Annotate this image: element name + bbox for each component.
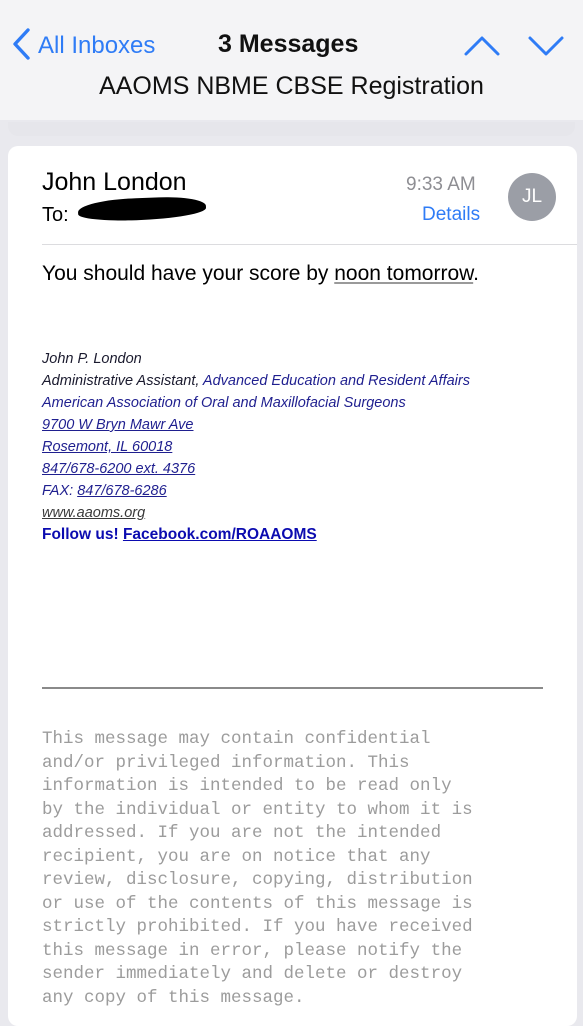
chevron-up-icon	[462, 49, 502, 66]
previous-message-button[interactable]	[462, 30, 502, 62]
disclaimer-line: recipient, you are on notice that any	[42, 846, 431, 867]
signature	[42, 348, 470, 546]
sender-name[interactable]: John London	[42, 168, 187, 196]
disclaimer-line: or use of the contents of this message is	[42, 893, 473, 914]
message-body	[42, 262, 479, 286]
disclaimer-line: this message in error, please notify the	[42, 940, 463, 961]
signature-fax-link[interactable]: 847/678-6286	[77, 483, 167, 499]
redacted-recipient	[78, 196, 207, 222]
next-message-button[interactable]	[526, 30, 566, 62]
disclaimer-line: any copy of this message.	[42, 987, 305, 1008]
avatar[interactable]: JL	[508, 173, 556, 221]
navigation-bar	[0, 0, 583, 120]
signature-title	[42, 370, 470, 392]
signature-organization: American Association of Oral and Maxillofacial Surgeons	[42, 395, 406, 411]
chevron-down-icon	[526, 49, 566, 66]
signature-website-link[interactable]: www.aaoms.org	[42, 505, 146, 521]
follow-label: Follow us!	[42, 526, 123, 543]
signature-fax-label: FAX:	[42, 483, 78, 499]
body-date-link[interactable]: noon tomorrow	[334, 262, 474, 285]
header-divider	[42, 244, 577, 245]
signature-address-link-1[interactable]: 9700 W Bryn Mawr Ave	[42, 417, 194, 433]
body-text-suffix: .	[473, 262, 480, 285]
message-count: 3 Messages	[218, 30, 359, 58]
disclaimer-line: by the individual or entity to whom it is	[42, 799, 473, 820]
facebook-link[interactable]: Facebook.com/ROAAOMS	[122, 526, 317, 543]
message-time: 9:33 AM	[406, 174, 476, 195]
signature-title-prefix: Administrative Assistant,	[42, 373, 203, 389]
disclaimer-line: information is intended to be read only	[42, 776, 452, 796]
confidentiality-disclaimer	[42, 728, 562, 1010]
signature-phone-link[interactable]: 847/678-6200 ext. 4376	[42, 461, 196, 477]
message-card	[8, 146, 577, 1026]
details-link[interactable]: Details	[422, 204, 481, 225]
signature-address-link-2[interactable]: Rosemont, IL 60018	[42, 439, 173, 455]
back-label: All Inboxes	[38, 32, 156, 59]
disclaimer-line: review, disclosure, copying, distribution	[42, 870, 473, 890]
signature-department: Advanced Education and Resident Affairs	[202, 373, 470, 389]
previous-message-card-edge[interactable]	[8, 122, 575, 136]
disclaimer-line: strictly prohibited. If you have received	[42, 917, 473, 937]
body-text-prefix: You should have your score by	[42, 262, 335, 285]
chevron-left-icon	[10, 27, 32, 66]
follow-line	[42, 524, 470, 546]
back-button[interactable]	[10, 28, 155, 64]
to-label: To:	[42, 204, 69, 226]
thread-subject: AAOMS NBME CBSE Registration	[99, 72, 484, 100]
disclaimer-line: This message may contain confidential	[42, 729, 431, 749]
disclaimer-line: addressed. If you are not the intended	[42, 823, 442, 843]
signature-name: John P. London	[42, 351, 142, 367]
disclaimer-line: sender immediately and delete or destroy	[42, 964, 463, 984]
signature-divider	[42, 687, 543, 689]
disclaimer-line: and/or privileged information. This	[42, 752, 410, 773]
